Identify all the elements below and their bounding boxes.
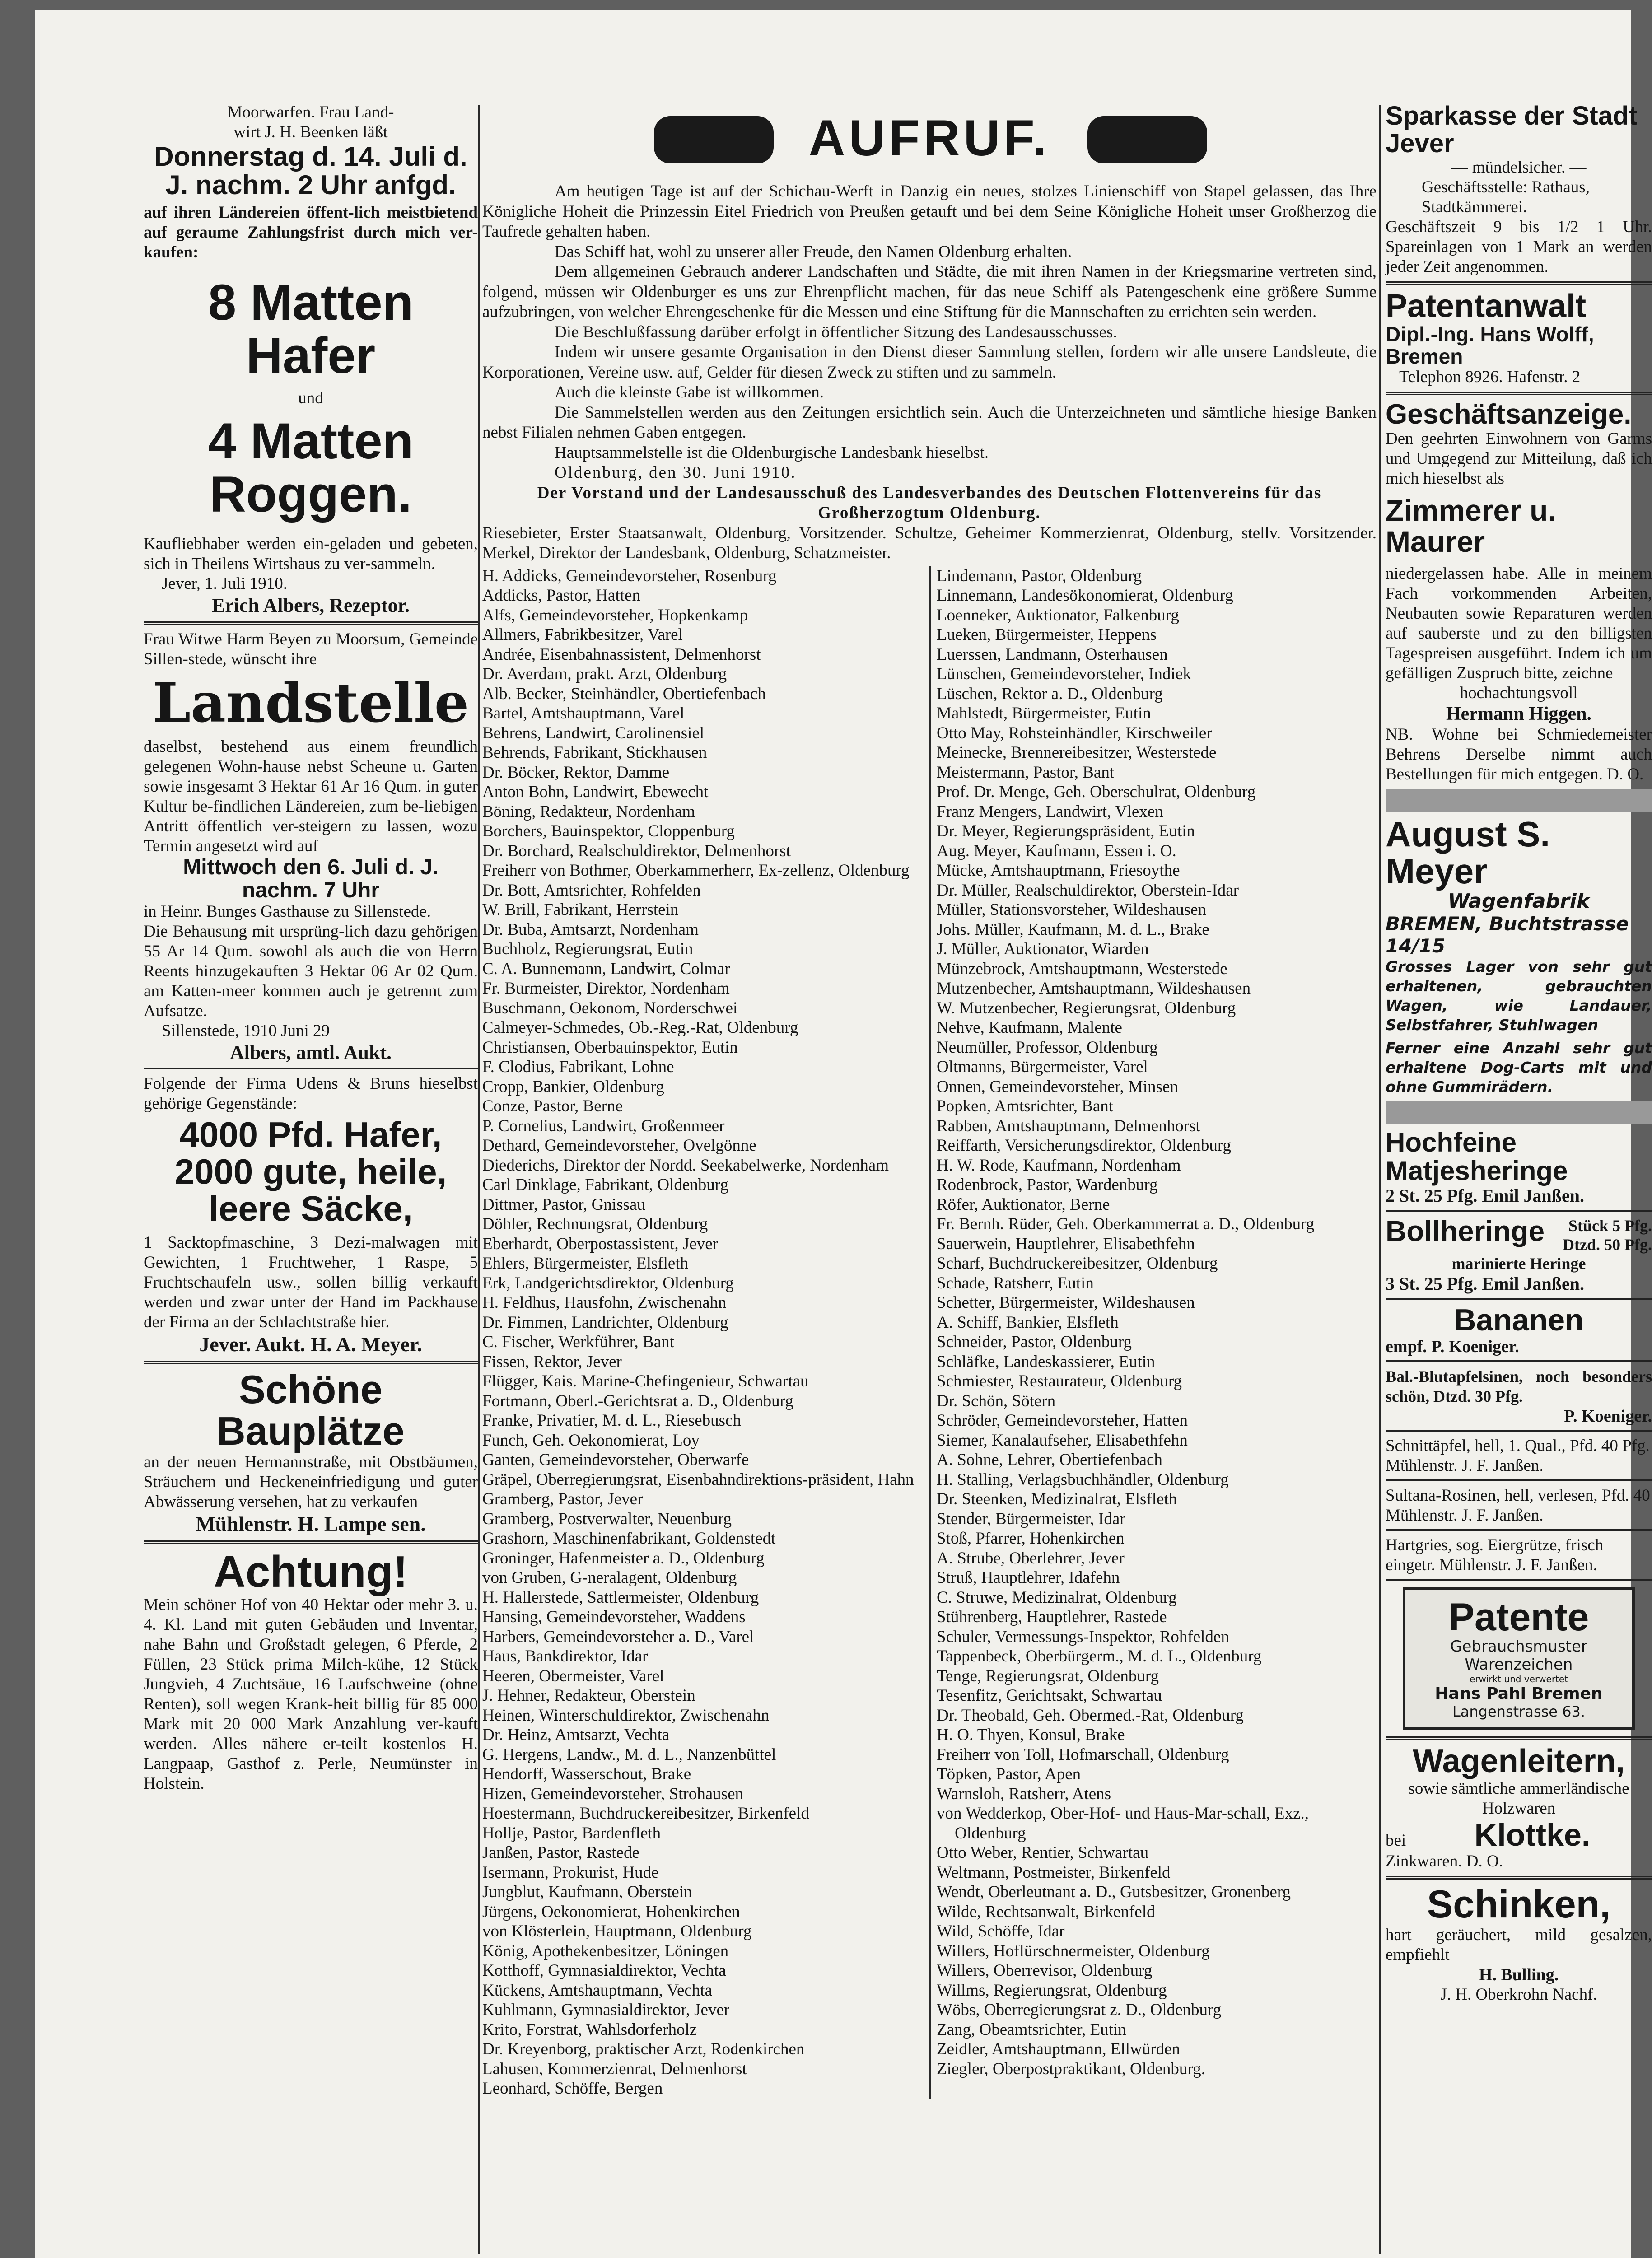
signatory-name: Dr. Bott, Amtsrichter, Rohfelden <box>482 881 701 900</box>
signatory-name: Allmers, Fabrikbesitzer, Varel <box>482 625 683 644</box>
signatory-name: Willers, Oberrevisor, Oldenburg <box>937 1961 1153 1980</box>
signatory-name: W. Mutzenbecher, Regierungsrat, Oldenburg <box>937 998 1236 1017</box>
aufruf-paragraph: Hauptsammelstelle ist die Oldenburgische Landesbank hieselbst. <box>555 443 989 462</box>
ad-bananen-title: Bananen <box>1454 1303 1584 1338</box>
signatory-name: Dr. Steenken, Medizinalrat, Elsfleth <box>937 1490 1177 1508</box>
signatory-name: von Wedderkop, Ober-Hof- und Haus-Mar-schall, Exz., Oldenburg <box>937 1804 1309 1843</box>
signatory-name: Kuhlmann, Gymnasialdirektor, Jever <box>482 2001 730 2019</box>
ad-schinken-sign: H. Bulling. <box>1479 1965 1559 1984</box>
signatory-name: Jürgens, Oekonomierat, Hohenkirchen <box>482 1902 740 1921</box>
signatory-name: Wilde, Rechtsanwalt, Birkenfeld <box>937 1902 1155 1921</box>
signatory-name: Kotthoff, Gymnasialdirektor, Vechta <box>482 1961 726 1980</box>
signatory-name: F. Clodius, Fabrikant, Lohne <box>482 1058 674 1076</box>
signatory-name: Luerssen, Landmann, Osterhausen <box>937 645 1168 664</box>
aufruf-paragraph: Auch die kleinste Gabe ist willkommen. <box>555 383 824 401</box>
signatory-name: H. Feldhus, Hausfohn, Zwischenahn <box>482 1293 727 1312</box>
ad-landstelle-body: daselbst, bestehend aus einem freundlich gelegenen Wohn-hause nebst Scheune u. Garten sowie insgesamt 3 Hektar 61 Ar 16 Qum. in guter Kultur be-findlichen Ländereien, zum be-liebigen Antritt öffentlich ver-steigern zu lassen, wozu Termin angesetzt wird auf <box>144 737 478 856</box>
signatory-name: Stührenberg, Hauptlehrer, Rastede <box>937 1608 1167 1626</box>
signatory-name: Ehlers, Bürgermeister, Elsfleth <box>482 1254 689 1273</box>
signatory-name: Scharf, Buchdruckereibesitzer, Oldenburg <box>937 1254 1218 1273</box>
signatory-name: Onnen, Gemeindevorsteher, Minsen <box>937 1077 1178 1096</box>
aufruf-board: Der Vorstand und der Landesausschuß des Landesverbandes des Deutschen Flottenvereins für das Großherzogtum Oldenburg. <box>537 483 1322 522</box>
ad-wagenleitern-bei: bei <box>1386 1831 1406 1850</box>
signatory-name: Prof. Dr. Menge, Geh. Oberschulrat, Oldenburg <box>937 783 1256 801</box>
divider <box>144 1361 478 1364</box>
signatory-name: Oltmanns, Bürgermeister, Varel <box>937 1058 1148 1076</box>
signatory-name: Schläfke, Landeskassierer, Eutin <box>937 1352 1155 1371</box>
signatory-name: Schneider, Pastor, Oldenburg <box>937 1333 1132 1351</box>
signatory-name: Fortmann, Oberl.-Gerichtsrat a. D., Oldenburg <box>482 1391 793 1410</box>
signatory-name: Dethard, Gemeindevorsteher, Ovelgönne <box>482 1136 756 1155</box>
signatory-name: Willms, Regierungsrat, Oldenburg <box>937 1981 1167 2000</box>
signatory-name: Dr. Theobald, Geh. Obermed.-Rat, Oldenburg <box>937 1706 1244 1725</box>
signatory-name: Dr. Fimmen, Landrichter, Oldenburg <box>482 1313 728 1332</box>
ad-wagenleitern-row <box>1386 1819 1652 1852</box>
signatory-name: Tenge, Regierungsrat, Oldenburg <box>937 1666 1159 1685</box>
ad-blutapfelsinen: Bal.-Blutapfelsinen, noch besonders schön, Dtzd. 30 Pfg. <box>1386 1367 1652 1405</box>
signatory-name: Stoß, Pfarrer, Hohenkirchen <box>937 1529 1125 1548</box>
signatory-name: von Klösterlein, Hauptmann, Oldenburg <box>482 1922 752 1941</box>
signatory-name: Flügger, Kais. Marine-Chefingenieur, Schwartau <box>482 1372 809 1390</box>
signatory-name: Kückens, Amtshauptmann, Vechta <box>482 1981 713 2000</box>
signatory-name: Dr. Kreyenborg, praktischer Arzt, Rodenkirchen <box>482 2040 805 2058</box>
signatory-name: Freiherr von Bothmer, Oberkammerherr, Ex-zellenz, Oldenburg <box>482 861 910 880</box>
ad-moorwarfen-text: auf ihren Ländereien öffent-lich meistbietend auf geraume Zahlungsfrist durch mich ver-kaufen: <box>144 203 478 261</box>
aufruf-paragraph: Indem wir unsere gesamte Organisation in den Dienst dieser Sammlung stellen, fordern wir alle unsere Landsleute, die Korporationen, Vereine usw. auf, Gelder für diesen Zweck zu stiften und zu sammeln. <box>482 343 1377 382</box>
signatory-name: Freiherr von Toll, Hofmarschall, Oldenburg <box>937 1745 1229 1764</box>
divider <box>1386 1529 1652 1531</box>
ad-meyer-body2: Ferner eine Anzahl sehr gut erhaltene Dog-Carts mit und ohne Gummirädern. <box>1386 1039 1652 1096</box>
signatory-name: C. A. Bunnemann, Landwirt, Colmar <box>482 959 730 978</box>
left-column <box>144 103 478 2252</box>
ad-geschaeft-title: Geschäftsanzeige. <box>1386 398 1632 430</box>
signatory-name: Johs. Müller, Kaufmann, M. d. L., Brake <box>937 920 1209 939</box>
signatory-list <box>482 566 1377 2099</box>
divider <box>144 1068 478 1069</box>
signatory-name: Meistermann, Pastor, Bant <box>937 763 1115 782</box>
signatory-name: Janßen, Pastor, Rastede <box>482 1843 639 1862</box>
ad-patentanwalt-name: Dipl.-Ing. Hans Wolff, Bremen <box>1386 322 1594 368</box>
ad-geschaeft-sign2: Hermann Higgen. <box>1446 703 1591 724</box>
ad-landstelle-sign: Albers, amtl. Aukt. <box>229 1041 392 1064</box>
signatory-name: Hizen, Gemeindevorsteher, Strohausen <box>482 1784 743 1803</box>
aufruf-title: AUFRUF. <box>808 110 1050 166</box>
aufruf-officers: Riesebieter, Erster Staatsanwalt, Oldenburg, Vorsitzender. Schultze, Geheimer Kommerzienrat, Oldenburg, stellv. Vorsitzender. Merkel, Direktor der Landesbank, Oldenburg, Schatzmeister. <box>482 523 1377 562</box>
divider <box>1386 1360 1652 1362</box>
ad-geschaeft-body2: niedergelassen habe. Alle in meinem Fach vorkommenden Arbeiten, Neubauten sowie Reparaturen werden auf sauberste und zu den billigsten Tagespreisen ausgeführt. Indem ich um gefälligen Zuspruch bitte, zeichne <box>1386 564 1652 682</box>
divider <box>1386 1876 1652 1880</box>
signatory-name: Calmeyer-Schmedes, Ob.-Reg.-Rat, Oldenburg <box>482 1018 798 1037</box>
ad-meyer-body: Grosses Lager von sehr gut erhaltenen, gebrauchten Wagen, wie Landauer, Selbstfahrer, Stuhlwagen <box>1386 958 1652 1034</box>
signatory-name: Tesenfitz, Gerichtsakt, Schwartau <box>937 1686 1162 1705</box>
ad-meyer-title: August S. Meyer <box>1386 814 1550 891</box>
signatory-column-right <box>929 566 1377 2099</box>
signatory-name: Cropp, Bankier, Oldenburg <box>482 1077 664 1096</box>
aufruf-paragraph: Das Schiff hat, wohl zu unserer aller Freude, den Namen Oldenburg erhalten. <box>555 242 1072 261</box>
signatory-name: Linnemann, Landesökonomierat, Oldenburg <box>937 586 1233 605</box>
newspaper-page <box>35 10 1652 2258</box>
ad-landstelle-body3: Die Behausung mit ursprüng-lich dazu gehörigen 55 Ar 14 Qum. sowohl als auch die von Herrn Reents hinzugekauften 3 Hektar 06 Ar 02 Qum. am Katten-meer kommen auch je getrennt zum Aufsatze. <box>144 922 478 1021</box>
signatory-name: H. Stalling, Verlagsbuchhändler, Oldenburg <box>937 1470 1229 1489</box>
signatory-column-left <box>482 566 922 2099</box>
signatory-name: C. Struwe, Medizinalrat, Oldenburg <box>937 1588 1177 1607</box>
signatory-name: Dr. Müller, Realschuldirektor, Oberstein-Idar <box>937 881 1239 900</box>
ad-bollheringe-p4: 3 St. 25 Pfg. Emil Janßen. <box>1386 1274 1585 1294</box>
ad-blutapfelsinen-sign: P. Koeniger. <box>1564 1406 1652 1426</box>
signatory-name: Dr. Averdam, prakt. Arzt, Oldenburg <box>482 665 727 683</box>
signatory-name: Warnsloh, Ratsherr, Atens <box>937 1784 1111 1803</box>
divider <box>1386 1210 1652 1212</box>
ad-landstelle-date: Mittwoch den 6. Juli d. J. nachm. 7 Uhr <box>183 855 439 902</box>
ad-udens-intro: Folgende der Firma Udens & Bruns hieselbst gehörige Gegenstände: <box>144 1074 478 1113</box>
patente-logo <box>1403 1587 1635 1730</box>
signatory-name: Schetter, Bürgermeister, Wildeshausen <box>937 1293 1195 1312</box>
signatory-name: Struß, Hauptlehrer, Idafehn <box>937 1568 1120 1587</box>
signatory-name: P. Cornelius, Landwirt, Großenmeer <box>482 1116 725 1135</box>
ad-achtung-body: Mein schöner Hof von 40 Hektar oder mehr 3. u. 4. Kl. Land mit guten Gebäuden und Inventar, nahe Bahn und Großstadt gelegen, 6 Pferde, 2 Füllen, 23 Stück prima Milch-kühe, 12 Stück Jungvieh, 4 Zuchtsäue, 16 Laufschweine (ohne Renten), soll wegen Krank-heit billig für 85 000 Mark mit 20 000 Mark Anzahlung ver-kauft werden. Alles nähere er-teilt kostenlos H. Langpaap, Gasthof z. Perle, Neumünster in Holstein. <box>144 1595 478 1793</box>
signatory-name: Buschmann, Oekonom, Norderschwei <box>482 998 738 1017</box>
signatory-name: Fissen, Rektor, Jever <box>482 1352 622 1371</box>
ad-bollheringe <box>1386 1216 1652 1254</box>
signatory-name: Töpken, Pastor, Apen <box>937 1765 1081 1783</box>
ad-wagenleitern-title: Wagenleitern, <box>1413 1743 1625 1780</box>
ad-schinken-sign2: J. H. Oberkrohn Nachf. <box>1440 1985 1597 2004</box>
aufruf-paragraph: Die Sammelstellen werden aus den Zeitungen ersichtlich sein. Auch die Unterzeichneten und sämtliche hiesige Banken nebst Filialen nehmen Gaben entgegen. <box>482 403 1377 442</box>
signatory-name: Borchers, Bauinspektor, Cloppenburg <box>482 822 735 840</box>
divider <box>1386 1479 1652 1481</box>
ad-bauplaetze-title: Schöne Bauplätze <box>217 1367 405 1454</box>
patente-logo-line: erwirkt und verwertet <box>1469 1674 1568 1685</box>
signatory-name: Loenneker, Auktionator, Falkenburg <box>937 606 1179 625</box>
ad-landstelle-place: Sillenstede, 1910 Juni 29 <box>162 1022 330 1040</box>
signatory-name: Diederichs, Direktor der Nordd. Seekabelwerke, Nordenham <box>482 1156 889 1175</box>
ad-sparkasse-title: Sparkasse der Stadt Jever <box>1386 101 1638 158</box>
signatory-name: Groninger, Hafenmeister a. D., Oldenburg <box>482 1549 765 1568</box>
signatory-name: Ziegler, Oberpostpraktikant, Oldenburg. <box>937 2059 1205 2078</box>
signatory-name: Schuler, Vermessungs-Inspektor, Rohfelden <box>937 1627 1229 1646</box>
ad-patentanwalt-title: Patentanwalt <box>1386 288 1587 324</box>
aufruf-paragraph: Die Beschlußfassung darüber erfolgt in öffentlicher Sitzung des Landesausschusses. <box>555 322 1117 341</box>
signatory-name: C. Fischer, Werkführer, Bant <box>482 1333 674 1351</box>
signatory-name: H. Addicks, Gemeindevorsteher, Rosenburg <box>482 566 777 585</box>
signatory-name: Alb. Becker, Steinhändler, Obertiefenbach <box>482 684 766 703</box>
divider <box>1386 1736 1652 1740</box>
signatory-name: H. O. Thyen, Konsul, Brake <box>937 1726 1125 1744</box>
patente-logo-line: Hans Pahl Bremen <box>1435 1684 1603 1703</box>
aufruf-header <box>482 103 1377 182</box>
price-line: Dtzd. 50 Pfg. <box>1563 1236 1652 1254</box>
patente-logo-line: Warenzeichen <box>1465 1656 1573 1674</box>
signatory-name: Harbers, Gemeindevorsteher a. D., Varel <box>482 1627 754 1646</box>
ad-janssen-item: Sultana-Rosinen, hell, verlesen, Pfd. 40 Mühlenstr. J. F. Janßen. <box>1386 1486 1650 1525</box>
aufruf-body <box>482 182 1377 564</box>
ad-geschaeft-sign1: hochachtungsvoll <box>1460 683 1578 702</box>
signatory-name: Wild, Schöffe, Idar <box>937 1922 1065 1941</box>
middle-column <box>482 103 1377 2252</box>
signatory-name: Wöbs, Oberregierungsrat z. D., Oldenburg <box>937 2001 1222 2019</box>
divider <box>1386 1430 1652 1432</box>
signatory-name: Schröder, Gemeindevorsteher, Hatten <box>937 1411 1188 1430</box>
signatory-name: Behrens, Landwirt, Carolinensiel <box>482 723 705 742</box>
ad-bollheringe-prices <box>1535 1216 1652 1254</box>
ad-moorwarfen-body: Kaufliebhaber werden ein-geladen und gebeten, sich in Theilens Wirtshaus zu ver-sammeln. <box>144 535 478 574</box>
signatory-name: Dr. Heinz, Amtsarzt, Vechta <box>482 1726 670 1744</box>
signatory-name: Haus, Bankdirektor, Idar <box>482 1647 648 1666</box>
divider <box>144 621 478 625</box>
signatory-name: Rabben, Amtshauptmann, Delmenhorst <box>937 1116 1200 1135</box>
signatory-name: Neumüller, Professor, Oldenburg <box>937 1038 1158 1057</box>
signatory-name: J. Hehner, Redakteur, Oberstein <box>482 1686 695 1705</box>
signatory-name: Böning, Redakteur, Nordenham <box>482 802 695 821</box>
signatory-name: Münzebrock, Amtshauptmann, Westerstede <box>937 959 1227 978</box>
signatory-name: Rodenbrock, Pastor, Wardenburg <box>937 1176 1158 1194</box>
signatory-name: Wendt, Oberleutnant a. D., Gutsbesitzer, Gronenberg <box>937 1883 1291 1901</box>
signatory-name: Weltmann, Postmeister, Birkenfeld <box>937 1863 1171 1882</box>
ad-matjes-price: 2 St. 25 Pfg. Emil Janßen. <box>1386 1185 1585 1206</box>
signatory-name: Schade, Ratsherr, Eutin <box>937 1274 1094 1292</box>
ad-meyer-addr: BREMEN, Buchtstrasse 14/15 <box>1386 913 1629 957</box>
signatory-name: Reiffarth, Versicherungsdirektor, Oldenburg <box>937 1136 1232 1155</box>
signatory-name: Isermann, Prokurist, Hude <box>482 1863 659 1882</box>
signatory-name: Aug. Meyer, Kaufmann, Essen i. O. <box>937 841 1176 860</box>
ad-achtung-title: Achtung! <box>214 1546 408 1596</box>
pointing-hand-icon <box>1087 116 1207 163</box>
right-column <box>1386 103 1652 2252</box>
signatory-name: Otto Weber, Rentier, Schwartau <box>937 1843 1149 1862</box>
aufruf-paragraph: Dem allgemeinen Gebrauch anderer Landschaften und Städte, die mit ihren Namen in der Kriegsmarine vertreten sind, folgend, müssen wir Oldenburger es uns zur Ehrenpflicht machen, für das neue Schiff als Patengeschenk eine größere Summe aufzubringen, von welcher Ehrengeschenke für die Messen und eine Stiftung für die Mannschaften zu errichten sein werden. <box>482 262 1377 321</box>
signatory-name: Dr. Borchard, Realschuldirektor, Delmenhorst <box>482 841 791 860</box>
signatory-name: Mücke, Amtshauptmann, Friesoythe <box>937 861 1180 880</box>
signatory-name: Döhler, Rechnungsrat, Oldenburg <box>482 1215 708 1233</box>
signatory-name: Ganten, Gemeindevorsteher, Oberwarfe <box>482 1451 749 1469</box>
signatory-name: Müller, Stationsvorsteher, Wildeshausen <box>937 900 1207 919</box>
signatory-name: Conze, Pastor, Berne <box>482 1097 623 1115</box>
signatory-name: Erk, Landgerichtsdirektor, Oldenburg <box>482 1274 734 1292</box>
divider <box>144 1540 478 1544</box>
signatory-name: G. Hergens, Landw., M. d. L., Nanzenbüttel <box>482 1745 776 1764</box>
divider <box>1386 1101 1652 1124</box>
signatory-name: Siemer, Kanalaufseher, Elisabethfehn <box>937 1431 1188 1450</box>
signatory-name: W. Brill, Fabrikant, Herrstein <box>482 900 679 919</box>
ad-sparkasse-body2: Geschäftszeit 9 bis 1/2 1 Uhr. Spareinlagen von 1 Mark an werden jeder Zeit angenommen. <box>1386 217 1652 276</box>
ad-landstelle-intro: Frau Witwe Harm Beyen zu Moorsum, Gemeinde Sillen-stede, wünscht ihre <box>144 630 478 669</box>
signatory-name: Dr. Buba, Amtsarzt, Nordenham <box>482 920 699 939</box>
signatory-name: Hoestermann, Buchdruckereibesitzer, Birkenfeld <box>482 1804 809 1823</box>
aufruf-paragraph: Am heutigen Tage ist auf der Schichau-Werft in Danzig ein neues, stolzes Linienschiff von Stapel gelassen, das Ihre Königliche Hoheit die Prinzessin Eitel Friedrich von Preußen getauft und bei dem Seine Königliche Hoheit unser Großherzog die Taufrede gehalten haben. <box>482 182 1377 241</box>
ad-udens-body: 1 Sacktopfmaschine, 3 Dezi-malwagen mit Gewichten, 1 Fruchtweher, 1 Raspe, 5 Fruchtschaufeln usw., sollen billig verkauft werden und zwar unter der Hand im Packhause der Firma an der Schlachtstraße hier. <box>144 1233 478 1331</box>
signatory-name: Addicks, Pastor, Hatten <box>482 586 640 605</box>
divider <box>1386 392 1652 395</box>
signatory-name: Lueken, Bürgermeister, Heppens <box>937 625 1157 644</box>
signatory-name: Popken, Amtsrichter, Bant <box>937 1097 1114 1115</box>
signatory-name: Krito, Forstrat, Wahlsdorferholz <box>482 2020 697 2039</box>
signatory-name: Sauerwein, Hauptlehrer, Elisabethfehn <box>937 1234 1195 1253</box>
ad-sparkasse-sub: — mündelsicher. — <box>1451 158 1587 177</box>
ad-udens-sign: Jever. Aukt. H. A. Meyer. <box>199 1332 422 1356</box>
ad-sparkasse-body: Geschäftsstelle: Rathaus, Stadtkämmerei. <box>1422 177 1590 216</box>
signatory-name: Gräpel, Oberregierungsrat, Eisenbahndirektions-präsident, Hahn <box>482 1470 914 1489</box>
ad-janssen-item: Hartgries, sog. Eiergrütze, frisch eingetr. Mühlenstr. J. F. Janßen. <box>1386 1535 1604 1574</box>
ad-moorwarfen-item2: 4 Matten Roggen. <box>208 413 414 523</box>
ad-moorwarfen-date: Donnerstag d. 14. Juli d. J. nachm. 2 Uhr anfgd. <box>154 141 467 200</box>
ad-schinken-title: Schinken, <box>1427 1883 1611 1927</box>
signatory-name: Röfer, Auktionator, Berne <box>937 1195 1110 1214</box>
ad-wagenleitern-sub: Zinkwaren. D. O. <box>1386 1852 1503 1871</box>
signatory-name: Leonhard, Schöffe, Bergen <box>482 2079 663 2098</box>
signatory-name: Lünschen, Gemeindevorsteher, Indiek <box>937 665 1191 683</box>
signatory-name: Heeren, Obermeister, Varel <box>482 1666 664 1685</box>
column-rule-right <box>1379 105 1381 2254</box>
signatory-name: Gramberg, Pastor, Jever <box>482 1490 643 1508</box>
signatory-name: Heinen, Winterschuldirektor, Zwischenahn <box>482 1706 770 1725</box>
ad-meyer-sub: Wagenfabrik <box>1447 890 1590 913</box>
signatory-name: Funch, Geh. Oekonomierat, Loy <box>482 1431 700 1450</box>
signatory-name: Dr. Böcker, Rektor, Damme <box>482 763 670 782</box>
ad-moorwarfen-und: und <box>298 389 323 408</box>
patente-logo-line: Gebrauchsmuster <box>1450 1638 1587 1656</box>
signatory-name: Fr. Burmeister, Direktor, Nordenham <box>482 979 730 998</box>
signatory-name: Jungblut, Kaufmann, Oberstein <box>482 1883 692 1901</box>
signatory-name: Nehve, Kaufmann, Malente <box>937 1018 1122 1037</box>
signatory-name: Behrends, Fabrikant, Stickhausen <box>482 743 707 762</box>
ad-landstelle-body2: in Heinr. Bunges Gasthause zu Sillenstede. <box>144 902 431 921</box>
signatory-name: Otto May, Rohsteinhändler, Kirschweiler <box>937 723 1212 742</box>
signatory-name: A. Schiff, Bankier, Elsfleth <box>937 1313 1119 1332</box>
divider <box>1386 281 1652 285</box>
signatory-name: Lindemann, Pastor, Oldenburg <box>937 566 1142 585</box>
signatory-name: Dittmer, Pastor, Gnissau <box>482 1195 645 1214</box>
ad-wagenleitern-body: sowie sämtliche ammerländische Holzwaren <box>1408 1779 1629 1818</box>
ad-moorwarfen-sign: Erich Albers, Rezeptor. <box>211 594 410 617</box>
signatory-name: Schmiester, Restaurateur, Oldenburg <box>937 1372 1182 1390</box>
signatory-name: Franz Mengers, Landwirt, Vlexen <box>937 802 1163 821</box>
signatory-name: Fr. Bernh. Rüder, Geh. Oberkammerrat a. D., Oldenburg <box>937 1215 1315 1233</box>
divider <box>1386 1579 1652 1581</box>
signatory-name: Christiansen, Oberbauinspektor, Eutin <box>482 1038 738 1057</box>
signatory-name: Hollje, Pastor, Bardenfleth <box>482 1824 661 1843</box>
signatory-name: Stender, Bürgermeister, Idar <box>937 1509 1125 1528</box>
signatory-name: H. Hallerstede, Sattlermeister, Oldenburg <box>482 1588 759 1607</box>
signatory-name: Meinecke, Brennereibesitzer, Westerstede <box>937 743 1217 762</box>
ad-geschaeft-big: Zimmerer u. Maurer <box>1386 494 1556 559</box>
patente-logo-title: Patente <box>1448 1595 1589 1639</box>
signatory-name: Bartel, Amtshauptmann, Varel <box>482 704 685 723</box>
ad-bauplaetze-body: an der neuen Hermannstraße, mit Obstbäumen, Sträuchern und Heckeneinfriedigung und guter Abwässerung versehen, hat zu verkaufen <box>144 1452 478 1511</box>
signatory-name: Carl Dinklage, Fabrikant, Oldenburg <box>482 1176 728 1194</box>
ad-janssen-item: Schnittäpfel, hell, 1. Qual., Pfd. 40 Pfg. Mühlenstr. J. F. Janßen. <box>1386 1436 1650 1475</box>
ad-bauplaetze-sign: Mühlenstr. H. Lampe sen. <box>196 1512 426 1535</box>
signatory-name: Zeidler, Amtshauptmann, Ellwürden <box>937 2040 1181 2058</box>
signatory-name: Eberhardt, Oberpostassistent, Jever <box>482 1234 718 1253</box>
signatory-name: H. W. Rode, Kaufmann, Nordenham <box>937 1156 1181 1175</box>
column-rule-left <box>478 105 480 2254</box>
divider <box>1386 1298 1652 1300</box>
signatory-name: Grashorn, Maschinenfabrikant, Goldenstedt <box>482 1529 776 1548</box>
ad-udens-big2: 2000 gute, heile, leere Säcke, <box>174 1152 447 1228</box>
signatory-name: A. Strube, Oberlehrer, Jever <box>937 1549 1125 1568</box>
signatory-name: Gramberg, Postverwalter, Neuenburg <box>482 1509 732 1528</box>
divider <box>1386 789 1652 812</box>
signatory-name: König, Apothekenbesitzer, Löningen <box>482 1941 729 1960</box>
signatory-name: Hansing, Gemeindevorsteher, Waddens <box>482 1608 746 1626</box>
ad-moorwarfen-item1: 8 Matten Hafer <box>208 274 414 384</box>
ad-udens-big1: 4000 Pfd. Hafer, <box>179 1115 442 1155</box>
price-line: Stück 5 Pfg. <box>1568 1217 1652 1235</box>
signatory-name: J. Müller, Auktionator, Wiarden <box>937 940 1149 958</box>
signatory-name: von Gruben, G-neralagent, Oldenburg <box>482 1568 737 1587</box>
signatory-name: Buchholz, Regierungsrat, Eutin <box>482 940 693 958</box>
pointing-hand-icon <box>654 116 774 163</box>
signatory-name: Hendorff, Wasserschout, Brake <box>482 1765 691 1783</box>
aufruf-date: Oldenburg, den 30. Juni 1910. <box>555 463 797 482</box>
signatory-name: Willers, Hoflürschnermeister, Oldenburg <box>937 1941 1210 1960</box>
ad-bollheringe-title: Bollheringe <box>1386 1215 1545 1248</box>
ad-moorwarfen-intro: Moorwarfen. Frau Land- wirt J. H. Beenken läßt <box>227 103 394 141</box>
signatory-name: Alfs, Gemeindevorsteher, Hopkenkamp <box>482 606 748 625</box>
signatory-name: Mahlstedt, Bürgermeister, Eutin <box>937 704 1151 723</box>
ad-landstelle-title: Landstelle <box>152 671 469 735</box>
signatory-name: Lüschen, Rektor a. D., Oldenburg <box>937 684 1163 703</box>
signatory-name: Anton Bohn, Landwirt, Ebewecht <box>482 783 709 801</box>
signatory-name: A. Sohne, Lehrer, Obertiefenbach <box>937 1451 1162 1469</box>
signatory-name: Dr. Meyer, Regierungspräsident, Eutin <box>937 822 1195 840</box>
signatory-name: Franke, Privatier, M. d. L., Riesebusch <box>482 1411 741 1430</box>
signatory-name: Mutzenbecher, Amtshauptmann, Wildeshausen <box>937 979 1251 998</box>
patente-logo-line: Langenstrasse 63. <box>1452 1703 1586 1721</box>
ad-matjes-title: Hochfeine Matjesheringe <box>1386 1127 1568 1186</box>
ad-wagenleitern-name: Klottke. <box>1474 1817 1591 1852</box>
ad-geschaeft-body: Den geehrten Einwohnern von Garms und Umgegend zur Mitteilung, daß ich mich hieselbst als <box>1386 429 1652 488</box>
signatory-name: Zang, Obeamtsrichter, Eutin <box>937 2020 1126 2039</box>
signatory-name: Andrée, Eisenbahnassistent, Delmenhorst <box>482 645 761 664</box>
ad-geschaeft-nb: NB. Wohne bei Schmiedemeister Behrens Derselbe nimmt auch Bestellungen für mich entgegen. D. O. <box>1386 725 1652 784</box>
ad-patentanwalt-tel: Telephon 8926. Hafenstr. 2 <box>1399 367 1581 386</box>
signatory-name: Dr. Schön, Sötern <box>937 1391 1056 1410</box>
signatory-name: Lahusen, Kommerzienrat, Delmenhorst <box>482 2059 747 2078</box>
ad-moorwarfen-place: Jever, 1. Juli 1910. <box>162 574 288 593</box>
ad-bananen-sign: empf. P. Koeniger. <box>1386 1337 1519 1356</box>
ad-bollheringe-p3: marinierte Heringe <box>1451 1255 1586 1273</box>
signatory-name: Tappenbeck, Oberbürgerm., M. d. L., Oldenburg <box>937 1647 1262 1666</box>
ad-schinken-body: hart geräuchert, mild gesalzen, empfiehlt <box>1386 1925 1652 1964</box>
